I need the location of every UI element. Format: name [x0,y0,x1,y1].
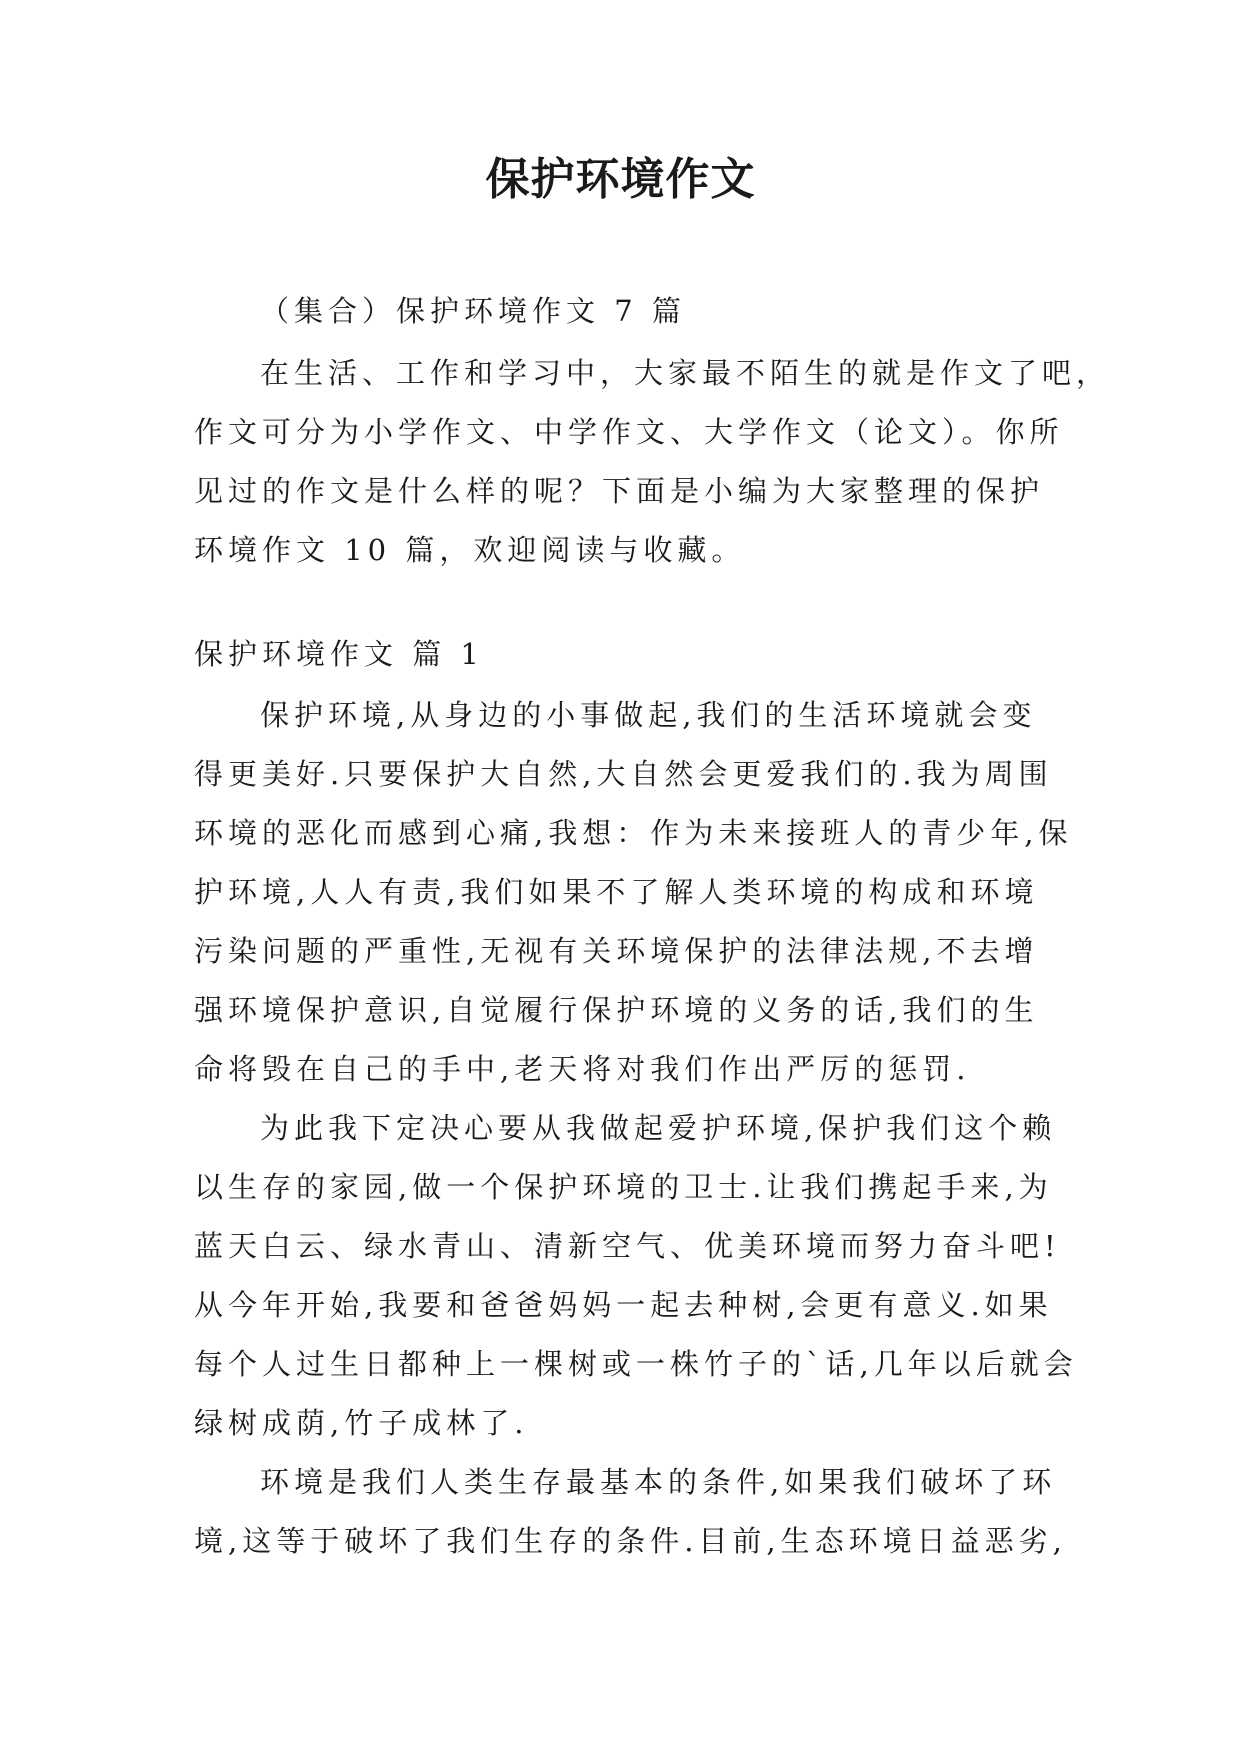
document-subtitle [194,292,1054,330]
intro-line: 环境作文 10 篇，欢迎阅读与收藏。 [194,533,746,567]
paragraph-line: 绿树成荫,竹子成林了. [194,1406,529,1440]
paragraph-line: 命将毁在自己的手中,老天将对我们作出严厉的惩罚. [194,1052,971,1086]
paragraph-line: 护环境,人人有责,我们如果不了解人类环境的构成和环境 [194,875,1039,909]
paragraph-line: 保护环境,从身边的小事做起,我们的生活环境就会变 [260,698,1037,732]
paragraph-line: 蓝天白云、绿水青山、清新空气、优美环境而努力奋斗吧! [194,1229,1061,1263]
intro-line: 在生活、工作和学习中，大家最不陌生的就是作文了吧， [260,356,1111,390]
paragraph-3 [194,1463,1067,1560]
intro-line: 见过的作文是什么样的呢？下面是小编为大家整理的保护 [194,474,1045,508]
document-title: 保护环境作文 [485,154,756,205]
document-body [194,292,1111,1560]
paragraph-line: 得更美好.只要保护大自然,大自然会更爱我们的.我为周围 [194,757,1053,791]
intro-line: 作文可分为小学作文、中学作文、大学作文（论文）。你所 [194,415,1064,449]
paragraph-1 [194,696,1073,1088]
intro-paragraph [194,354,1111,569]
paragraph-2 [194,1109,1078,1442]
paragraph-line: 为此我下定决心要从我做起爱护环境,保护我们这个赖 [260,1111,1057,1145]
subtitle-text: （集合）保护环境作文 7 篇 [260,294,686,328]
section-heading: 保护环境作文 篇 1 [194,637,484,671]
paragraph-line: 每个人过生日都种上一棵树或一株竹子的`话,几年以后就会 [194,1347,1078,1381]
paragraph-line: 环境是我们人类生存最基本的条件,如果我们破坏了环 [260,1465,1057,1499]
paragraph-line: 从今年开始,我要和爸爸妈妈一起去种树,会更有意义.如果 [194,1288,1053,1322]
paragraph-line: 以生存的家园,做一个保护环境的卫士.让我们携起手来,为 [194,1170,1053,1204]
paragraph-line: 污染问题的严重性,无视有关环境保护的法律法规,不去增 [194,934,1039,968]
paragraph-line: 强环境保护意识,自觉履行保护环境的义务的话,我们的生 [194,993,1039,1027]
paragraph-line: 境,这等于破坏了我们生存的条件.目前,生态环境日益恶劣, [194,1524,1067,1558]
paragraph-line: 环境的恶化而感到心痛,我想：作为未来接班人的青少年,保 [194,816,1073,850]
